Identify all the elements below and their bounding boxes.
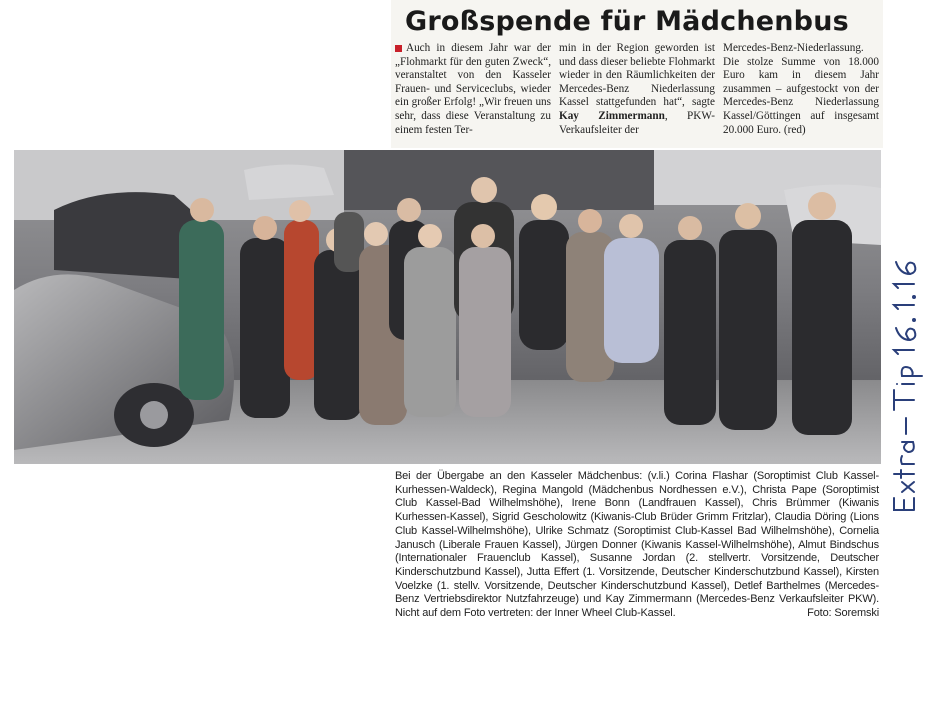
article-column-3 <box>723 42 879 137</box>
article-column-2-text: min in der Region geworden ist und dass dieser beliebte Flohmarkt wieder in den Räumlichkeiten der Mercedes-Benz Niederlassung Kassel stattgefunden hat“, sagte <box>559 42 715 109</box>
author-sign: (red) <box>783 123 806 136</box>
group-photo <box>14 150 881 464</box>
article-text-block <box>391 0 883 148</box>
group-photo-illustration <box>14 150 881 464</box>
quoted-person-name: Kay Zimmermann <box>559 109 665 122</box>
article-column-1-text: Auch in diesem Jahr war der „Flohmarkt für den guten Zweck“, veranstaltet von den Kasseler Frauen- und Serviceclubs, wieder ein großer Erfolg! „Wir freuen uns sehr, dass diese Veranstaltung zu einem festen Ter- <box>395 42 551 136</box>
article-columns <box>395 42 879 137</box>
photo-caption <box>395 470 879 621</box>
article-column-1 <box>395 42 551 137</box>
photo-credit: Foto: Soremski <box>807 607 879 620</box>
headline: Großspende für Mädchenbus <box>405 6 849 37</box>
red-square-marker <box>395 45 402 52</box>
article-column-2 <box>559 42 715 137</box>
article-column-3-text: Mercedes-Benz-Niederlassung. Die stolze Summe von 18.000 Euro kam in diesem Jahr zusammen – aufgestockt von der Mercedes-Benz Niederlassung Kassel/Göttingen auf insgesamt 20.000 Euro. <box>723 42 879 136</box>
caption-text: Bei der Übergabe an den Kasseler Mädchenbus: (v.li.) Corina Flashar (Soroptimist Club Kassel-Kurhessen-Waldeck), Regina Mangold (Mädchenbus Nordhessen e.V.), Christa Pape (Soroptimist Club Kassel-Bad Wilhelmshöhe), Irene Bonn (Landfrauen Kassel), Chris Brümmer (Kiwanis Kurhessen-Kassel), Sigrid Gescholowitz (Kiwanis-Club Brüder Grimm Fritzlar), Claudia Döring (Lions Club Kassel-Wilhelmshöhe), Ulrike Schmatz (Soroptimist Club-Kassel Bad Wilhelmshöhe), Cornelia Janusch (Liberale Frauen Kassel), Jürgen Donner (Kiwanis Kassel-Wilhelmshöhe), Almut Bindschus (Internationaler Frauenclub Kassel), Susanne Jordan (2. stellvertr. Vorsitzende, Deutscher Kinderschutzbund Kassel), Jutta Effert (1. Vorsitzende, Deutscher Kinderschutzbund Kassel), Kirsten Voelzke (1. stellv. Vorsitzende, Deutscher Kinderschutzbund Kassel), Detlef Barthelmes (Mercedes-Benz Vertriebsdirektor Nutzfahrzeuge) und Kay Zimmermann (Mercedes-Benz Verkaufsleiter PKW). Nicht auf dem Foto vertreten: der Inner Wheel Club-Kassel. <box>395 470 879 620</box>
article-column-2-end: , PKW-Verkaufsleiter der <box>559 109 715 136</box>
handwritten-note <box>884 140 928 520</box>
handwritten-note-drawing <box>884 140 928 520</box>
